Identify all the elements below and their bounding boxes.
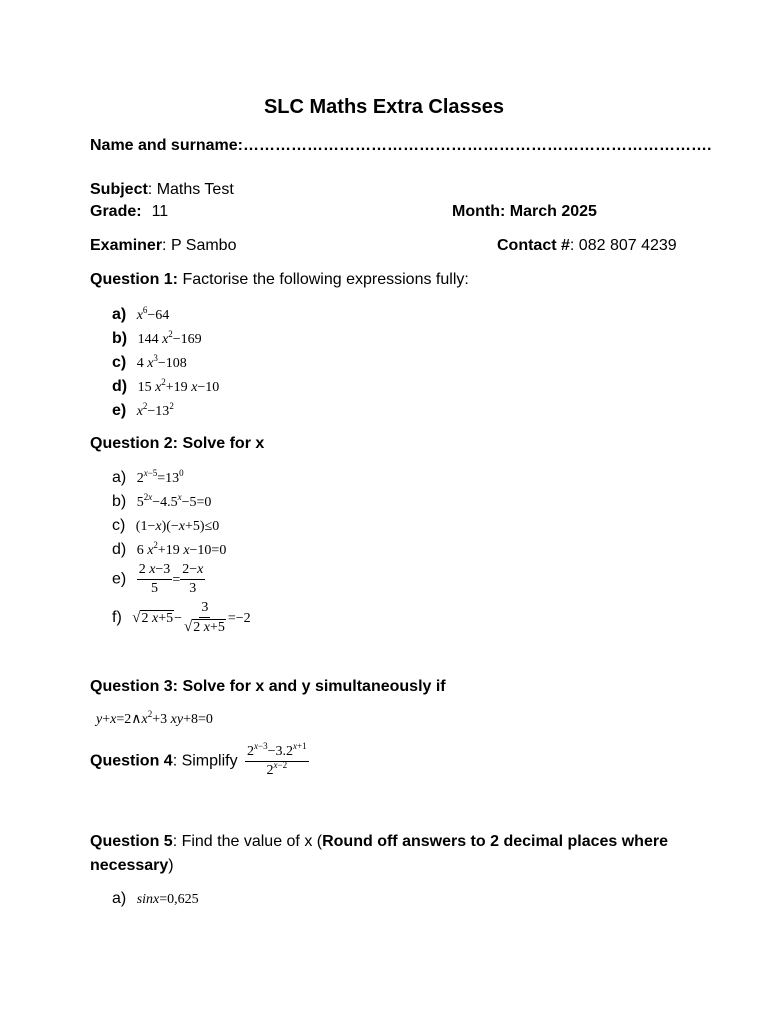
question-3-heading: Question 3: Solve for x and y simultaneously if: [90, 678, 446, 695]
month-value: : March 2025: [499, 203, 597, 220]
item-label: e): [112, 402, 127, 419]
name-dots: …………………………………………………………………………….: [242, 137, 712, 154]
expression: 144 $x^2-169$: [137, 329, 202, 347]
question-5-close: ): [168, 857, 174, 874]
q1-item-c: [112, 354, 187, 373]
question-5-heading-line2: [90, 856, 174, 876]
item-label: e): [112, 570, 127, 588]
subject-line: [90, 180, 234, 200]
q2-item-d: [112, 541, 226, 560]
expression: (1−x)(−x+5)≤0: [135, 519, 220, 534]
fraction: $\frac{2 x-3}{5}$: [138, 562, 171, 596]
examiner-line: [90, 236, 236, 256]
examiner-value: : P Sambo: [162, 237, 237, 254]
expression: $x^6-64$: [136, 305, 170, 323]
q2-item-f: f) √ 2 x+5 − 3 √ 2 x+5 =−2: [112, 600, 251, 635]
q3-equations: $y+x=2\wedge x^2+3$ xy+8=0: [96, 709, 213, 727]
item-label: c): [112, 354, 127, 371]
question-5-text: : Find the value of x (: [172, 833, 323, 850]
item-label: a): [112, 469, 127, 486]
month-line: [452, 202, 597, 222]
q2-item-a: [112, 469, 184, 488]
q1-item-d: [112, 378, 219, 397]
expression: $x^2-13^2$: [136, 401, 174, 419]
item-label: a): [112, 306, 127, 323]
contact-line: [497, 236, 677, 256]
expression: 6 $x^2+19$ x−10=0: [136, 540, 227, 558]
q1-item-e: [112, 402, 174, 421]
radical: √ 2 x+5: [132, 610, 174, 626]
item-label: f): [112, 609, 122, 627]
q1-item-a: [112, 306, 169, 325]
expression: 15 $x^2+19$ x−10: [137, 377, 220, 395]
name-line: [90, 136, 711, 156]
month-label: Month: [452, 203, 500, 220]
fraction: $\frac{2^{x-3}-3.2^{x+1}}{2^{x-2}}$: [247, 741, 307, 778]
item-label: b): [112, 330, 128, 347]
fraction: 3 √ 2 x+5: [184, 600, 225, 635]
item-label: c): [112, 517, 126, 534]
question-5-label: Question 5: [90, 833, 173, 850]
expression: $2^{x-5}=13^0$: [136, 468, 184, 486]
page-title: SLC Maths Extra Classes: [263, 96, 505, 118]
item-label: d): [112, 378, 128, 395]
grade-label: Grade:: [90, 203, 142, 220]
subject-label: Subject: [90, 181, 148, 198]
question-5-bold: Round off answers to 2 decimal places where: [322, 833, 668, 850]
contact-label: Contact #: [497, 237, 570, 254]
subject-value: : Maths Test: [147, 181, 234, 198]
item-label: d): [112, 541, 127, 558]
q1-item-b: [112, 330, 202, 349]
contact-value: : 082 807 4239: [569, 237, 677, 254]
question-1-label: Question 1:: [90, 271, 179, 288]
expression: 4 $x^3-108$: [136, 353, 187, 371]
q2-item-c: [112, 517, 219, 536]
q2-item-b: [112, 493, 211, 512]
question-2-heading: Question 2: Solve for x: [90, 435, 265, 452]
question-4-heading: [90, 741, 309, 779]
question-5-bold-line2: necessary: [90, 857, 169, 874]
q5-item-a: [112, 890, 199, 909]
item-label: b): [112, 493, 127, 510]
examiner-label: Examiner: [90, 237, 163, 254]
grade-line: [90, 202, 168, 222]
grade-value: 11: [151, 203, 169, 220]
q2-item-e: e) $\frac{2 x-3}{5}$ = $\frac{2-x}{3}$: [112, 562, 204, 596]
question-4-text: : Simplify: [172, 752, 238, 770]
question-1-text: Factorise the following expressions fully:: [178, 271, 469, 288]
name-label: Name and surname:: [90, 137, 243, 154]
question-5-heading: [90, 832, 668, 852]
question-4-label: Question 4: [90, 752, 173, 770]
expression: $5^{2x}-4.5^x-5=0$: [136, 492, 212, 510]
fraction: $\frac{2-x}{3}$: [182, 562, 204, 596]
question-1-heading: [90, 270, 469, 290]
expression: sinx=0,625: [136, 892, 199, 907]
item-label: a): [112, 890, 127, 907]
